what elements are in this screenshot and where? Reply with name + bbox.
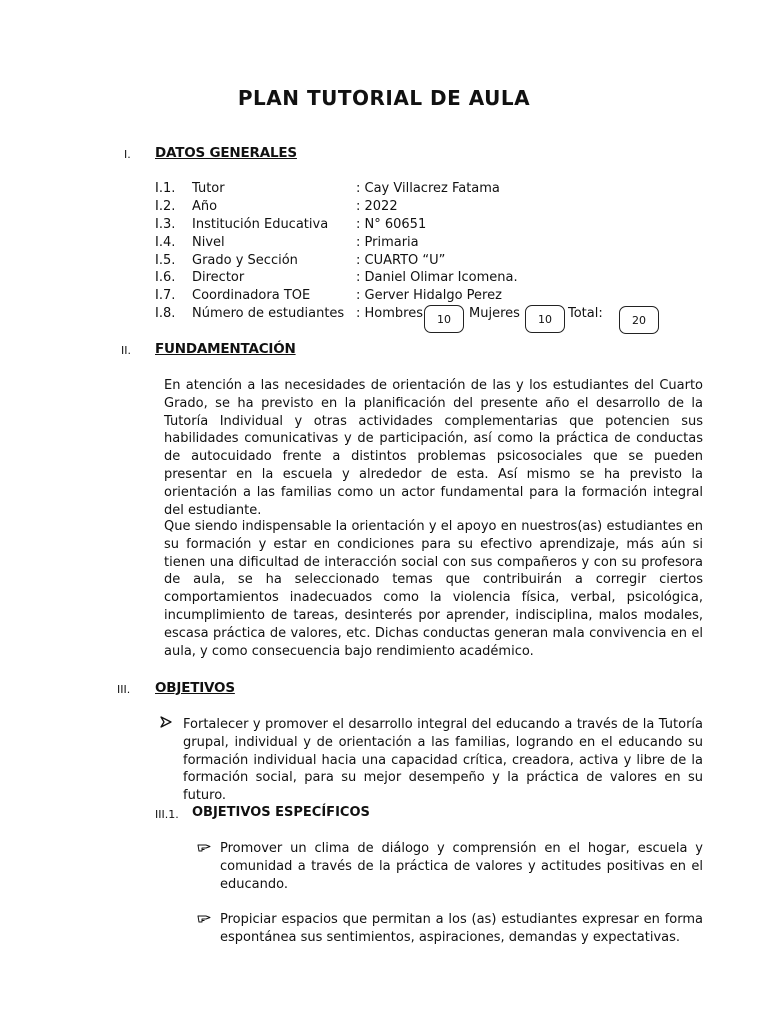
datos-row-num: I.2. xyxy=(155,199,176,214)
total-count-box: 20 xyxy=(619,306,659,334)
datos-row-value: : Daniel Olimar Icomena. xyxy=(356,270,518,285)
datos-row xyxy=(0,270,768,288)
datos-row-num: I.3. xyxy=(155,217,176,232)
objetivo-especifico-item: Promover un clima de diálogo y comprensión en el hogar, escuela y comunidad a través de la práctica de valores y actitudes positivas en el educando. xyxy=(220,841,703,892)
datos-row-value: : Cay Villacrez Fatama xyxy=(356,181,500,196)
pointing-hand-icon xyxy=(197,913,211,927)
datos-row-value: : 2022 xyxy=(356,199,398,214)
hombres-count-box: 10 xyxy=(424,305,464,333)
section-number-2: II. xyxy=(121,344,131,357)
arrow-bullet-icon xyxy=(160,716,172,731)
datos-row-label: Director xyxy=(192,270,245,285)
datos-row-label: Nivel xyxy=(192,235,225,250)
datos-row-num: I.1. xyxy=(155,181,176,196)
datos-row-label: Coordinadora TOE xyxy=(192,288,311,303)
objetivo-general-text: Fortalecer y promover el desarrollo integral del educando a través de la Tutoría grupal, individual y de orientación a las familias, logrando en el educando su formación individual hacia una capacidad crítica, creadora, activa y libre de la formación social, para su mejor desempeño y la práctica de valores en su futuro. xyxy=(183,717,703,804)
fundamentacion-paragraph-1: En atención a las necesidades de orientación de las y los estudiantes del Cuarto Grado, se ha previsto en la planificación del presente año el desarrollo de la Tutoría Individual y otras actividades complementarias que potencien sus habilidades comunicativas y de participación, así como la práctica de conductas de autocuidado frente a distintos problemas psicosociales que se pueden presentar en la escuela y alrededor de esta. Así mismo se ha previsto la orientación a las familias como un actor fundamental para la formación integral del estudiante. xyxy=(164,378,703,518)
section-title-fundamentacion: FUNDAMENTACIÓN xyxy=(155,341,296,357)
total-label: Total: xyxy=(568,306,603,321)
datos-row xyxy=(0,199,768,217)
section-title-datos-generales: DATOS GENERALES xyxy=(155,145,297,161)
fundamentacion-paragraph-2: Que siendo indispensable la orientación y el apoyo en nuestros(as) estudiantes en su formación y estar en condiciones para su efectivo aprendizaje, más aún si tienen una dificultad de interacción social con sus compañeros y con su profesora de aula, se ha seleccionado temas que contribuirán a corregir ciertos comportamientos inadecuados como la violencia física, verbal, psicológica, incumplimiento de tareas, desinterés por aprender, indisciplina, malos modales, escasa práctica de valores, etc. Dichas conductas generan mala convivencia en el aula, y como consecuencia bajo rendimiento académico. xyxy=(164,519,703,659)
datos-row xyxy=(0,253,768,271)
section-number-1: I. xyxy=(124,148,131,161)
datos-row xyxy=(0,181,768,199)
datos-row-label: Grado y Sección xyxy=(192,253,298,268)
datos-row-label: Año xyxy=(192,199,218,214)
datos-row-label: Institución Educativa xyxy=(192,217,329,232)
mujeres-label: Mujeres xyxy=(469,306,520,321)
objetivo-especifico-item: Propiciar espacios que permitan a los (as) estudiantes expresar en forma espontánea sus sentimientos, aspiraciones, demandas y expectativas. xyxy=(220,912,703,945)
mujeres-count-box: 10 xyxy=(525,305,565,333)
pointing-hand-icon xyxy=(197,842,211,856)
datos-row-num: I.8. xyxy=(155,306,176,321)
datos-row-num: I.6. xyxy=(155,270,176,285)
datos-row-label: Número de estudiantes xyxy=(192,306,345,321)
datos-row xyxy=(0,288,768,306)
subsection-title-objetivos-especificos: OBJETIVOS ESPECÍFICOS xyxy=(192,805,370,820)
datos-row-value: : N° 60651 xyxy=(356,217,427,232)
datos-row-value: : Primaria xyxy=(356,235,419,250)
section-title-objetivos: OBJETIVOS xyxy=(155,680,235,696)
datos-row xyxy=(0,217,768,235)
subsection-number: III.1. xyxy=(155,808,179,821)
hombres-label: : Hombres xyxy=(356,306,423,321)
page-title: PLAN TUTORIAL DE AULA xyxy=(237,86,531,110)
datos-row-num: I.5. xyxy=(155,253,176,268)
datos-row-num: I.4. xyxy=(155,235,176,250)
datos-row-num: I.7. xyxy=(155,288,176,303)
datos-row-value: : CUARTO “U” xyxy=(356,253,446,268)
datos-row-label: Tutor xyxy=(192,181,225,196)
datos-row xyxy=(0,235,768,253)
datos-row-value: : Gerver Hidalgo Perez xyxy=(356,288,502,303)
section-number-3: III. xyxy=(117,683,131,696)
